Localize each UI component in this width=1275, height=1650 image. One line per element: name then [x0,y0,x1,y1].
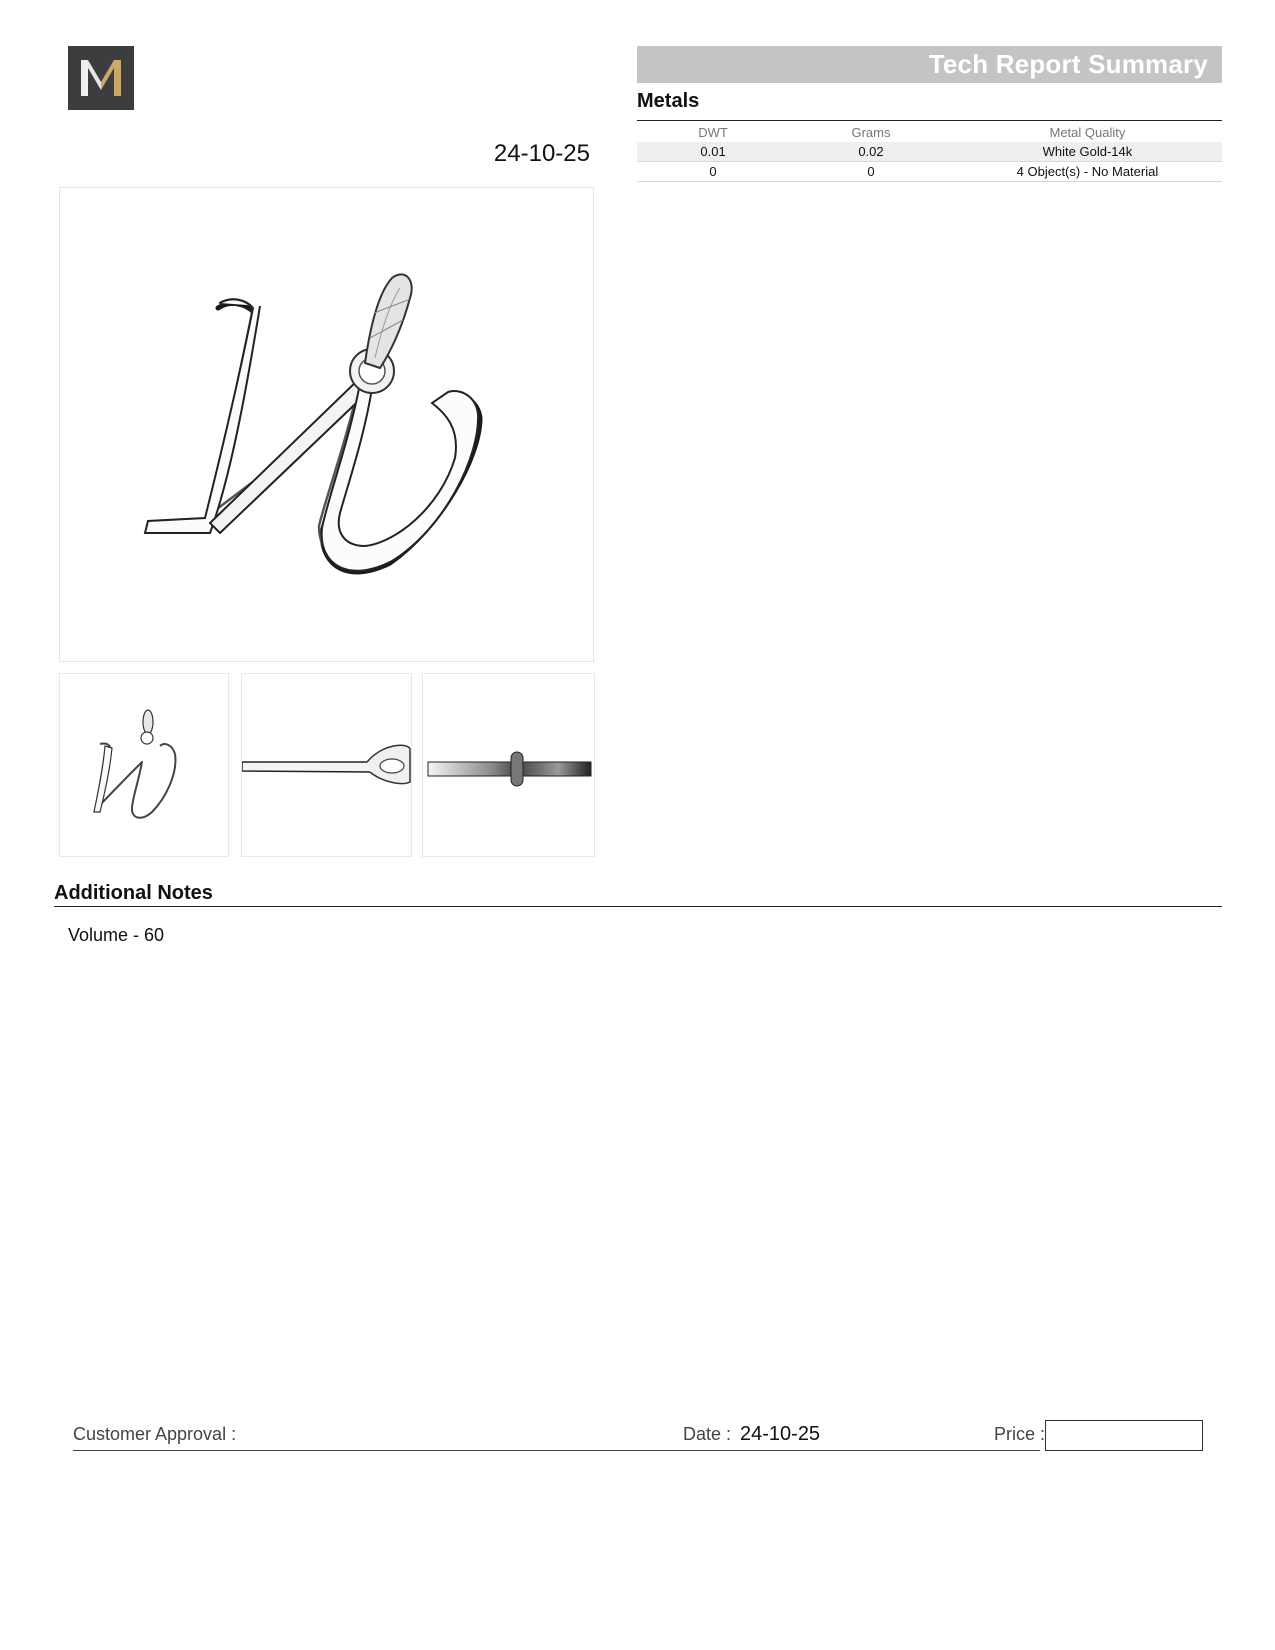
customer-approval-label: Customer Approval : [73,1424,237,1444]
pendant-front-render [60,674,228,856]
grams-cell: 0 [789,162,953,182]
pendant-side-render [242,674,411,856]
side-view-thumbnail [241,673,412,857]
grams-cell: 0.02 [789,142,953,162]
dwt-cell: 0.01 [637,142,789,162]
dwt-cell: 0 [637,162,789,182]
metal-quality-cell: White Gold-14k [953,142,1222,162]
pendant-top-render [423,674,594,856]
approval-date-value: 24-10-25 [740,1423,821,1445]
table-row [637,142,1222,162]
approval-signature-line [73,1450,1040,1451]
header-band [637,46,1222,83]
metals-table [637,122,1222,182]
front-view-thumbnail [59,673,229,857]
column-header-metal-quality: Metal Quality [1049,124,1126,140]
m-logo-icon [68,46,134,110]
price-label: Price : [994,1424,1046,1444]
column-header-grams: Grams [851,124,891,140]
column-header-dwt: DWT [698,124,728,140]
metal-quality-cell: 4 Object(s) - No Material [953,162,1222,182]
report-date: 24-10-25 [493,140,590,167]
notes-text: Volume - 60 [68,925,165,945]
notes-divider [54,906,1222,907]
report-title: Tech Report Summary [928,49,1208,79]
approval-date-label: Date : [683,1424,732,1444]
table-row [637,162,1222,182]
additional-notes-heading: Additional Notes [54,882,213,904]
company-logo [68,46,134,110]
metals-divider [637,120,1222,121]
metals-heading: Metals [637,90,700,112]
table-header-row [637,122,1222,142]
main-render-image [59,187,594,662]
price-field[interactable] [1045,1420,1203,1451]
top-view-thumbnail [422,673,595,857]
pendant-perspective-render [60,188,593,661]
